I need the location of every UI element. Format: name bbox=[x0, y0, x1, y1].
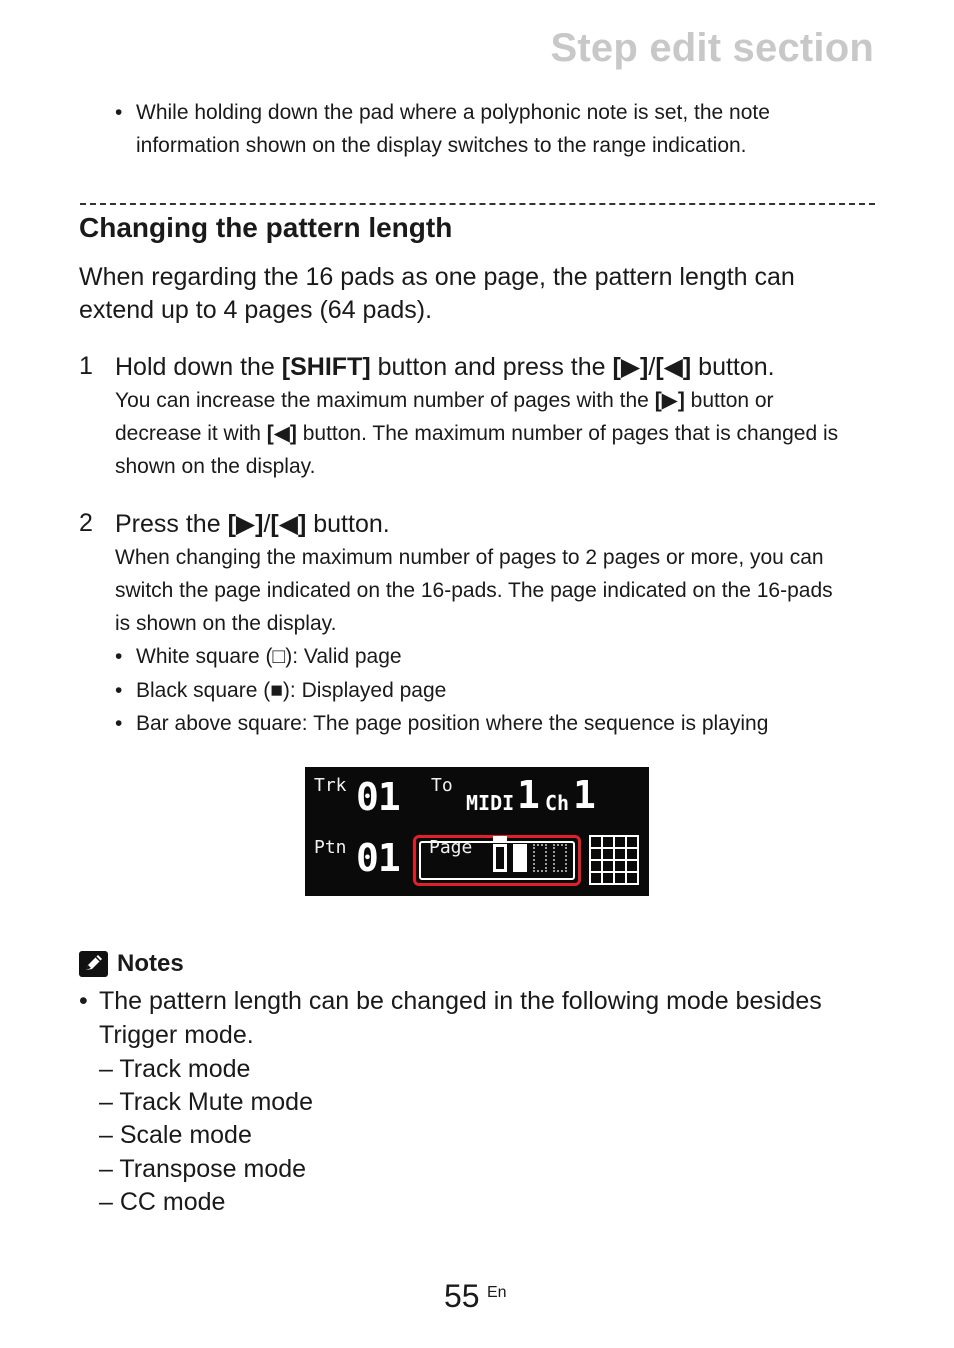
body-text: decrease it with bbox=[115, 422, 267, 445]
step-2-number: 2 bbox=[79, 509, 93, 537]
notes-title: Notes bbox=[117, 950, 184, 977]
shift-button-ref: [SHIFT] bbox=[281, 353, 371, 381]
step-2-body-line-1: When changing the maximum number of pages to 2 pages or more, you can bbox=[115, 546, 824, 569]
section-description-line-2: extend up to 4 pages (64 pads). bbox=[79, 296, 433, 324]
right-button-ref: [▶] bbox=[654, 389, 685, 412]
page-square-black bbox=[513, 844, 527, 872]
page-square-dotted bbox=[553, 844, 567, 872]
right-button-ref: [▶] bbox=[227, 510, 264, 538]
midi-value: 1 bbox=[517, 773, 539, 817]
step-1-title-text: Hold down the bbox=[115, 353, 282, 381]
slash: / bbox=[263, 510, 271, 538]
mode-list-item: – Track mode bbox=[99, 1055, 251, 1083]
ptn-value: 01 bbox=[356, 836, 400, 880]
bullet-marker: • bbox=[115, 712, 123, 735]
pencil-icon bbox=[79, 951, 108, 977]
body-text: You can increase the maximum number of pages with the bbox=[115, 389, 655, 412]
list-item-text: White square (□): Valid page bbox=[136, 645, 402, 668]
step-1-title-text: button. bbox=[691, 353, 775, 381]
ch-label: Ch bbox=[545, 791, 570, 815]
trk-value: 01 bbox=[356, 775, 400, 819]
page-square-dotted bbox=[533, 844, 547, 872]
step-2-title bbox=[115, 509, 390, 539]
step-1-title bbox=[115, 352, 775, 382]
step-1-body-line-2 bbox=[115, 417, 838, 450]
section-description-line-1: When regarding the 16 pads as one page, the pattern length can bbox=[79, 263, 795, 291]
left-button-ref: [◀] bbox=[266, 422, 297, 445]
mode-list-item: – Track Mute mode bbox=[99, 1088, 313, 1116]
step-1-number: 1 bbox=[79, 352, 93, 380]
mode-list-item: – CC mode bbox=[99, 1188, 226, 1216]
step-1-body-line-1 bbox=[115, 384, 774, 417]
page-language: En bbox=[487, 1284, 507, 1301]
step-2-body-line-2: switch the page indicated on the 16-pads. The page indicated on the 16-pads bbox=[115, 579, 833, 602]
left-button-ref: [◀] bbox=[655, 353, 692, 381]
list-item-text: Black square (■): Displayed page bbox=[136, 679, 447, 702]
pad-grid-icon bbox=[589, 835, 639, 885]
slash: / bbox=[648, 353, 656, 381]
playing-position-bar bbox=[493, 836, 507, 841]
list-item-text: Bar above square: The page position where the sequence is playing bbox=[136, 712, 769, 735]
step-2-body-line-3: is shown on the display. bbox=[115, 612, 337, 635]
list-item bbox=[115, 640, 875, 674]
ch-value: 1 bbox=[573, 773, 595, 817]
step-2-title-text: Press the bbox=[115, 510, 228, 538]
notes-line-2: Trigger mode. bbox=[99, 1021, 254, 1049]
bullet-marker: • bbox=[115, 679, 123, 702]
bullet-marker: • bbox=[115, 645, 123, 668]
intro-bullet bbox=[115, 96, 875, 166]
display-screen bbox=[305, 767, 649, 896]
trk-label: Trk bbox=[314, 775, 347, 796]
body-text: button or bbox=[684, 389, 774, 412]
intro-bullet-line-2: information shown on the display switches to the range indication. bbox=[136, 134, 747, 157]
step-1-body-line-3: shown on the display. bbox=[115, 455, 316, 478]
bullet-marker: • bbox=[79, 987, 88, 1015]
section-heading: Changing the pattern length bbox=[79, 212, 453, 243]
page-square-white bbox=[493, 844, 507, 872]
step-1-title-text: button and press the bbox=[370, 353, 613, 381]
page-label: Page bbox=[429, 837, 473, 858]
body-text: button. The maximum number of pages that is changed is bbox=[296, 422, 839, 445]
notes-line-1: The pattern length can be changed in the following mode besides bbox=[99, 987, 822, 1015]
midi-label: MIDI bbox=[466, 791, 515, 815]
list-item bbox=[115, 707, 875, 741]
section-divider bbox=[80, 203, 875, 205]
right-button-ref: [▶] bbox=[612, 353, 649, 381]
bullet-marker: • bbox=[115, 101, 123, 124]
section-title: Step edit section bbox=[550, 26, 874, 70]
to-label: To bbox=[431, 775, 453, 796]
mode-list-item: – Scale mode bbox=[99, 1121, 252, 1149]
intro-bullet-line-1: While holding down the pad where a polyphonic note is set, the note bbox=[136, 101, 770, 124]
list-item bbox=[115, 674, 875, 708]
ptn-label: Ptn bbox=[314, 837, 347, 858]
page-number: 55 bbox=[444, 1278, 480, 1314]
left-button-ref: [◀] bbox=[270, 510, 307, 538]
mode-list-item: – Transpose mode bbox=[99, 1155, 307, 1183]
step-2-title-text: button. bbox=[306, 510, 390, 538]
